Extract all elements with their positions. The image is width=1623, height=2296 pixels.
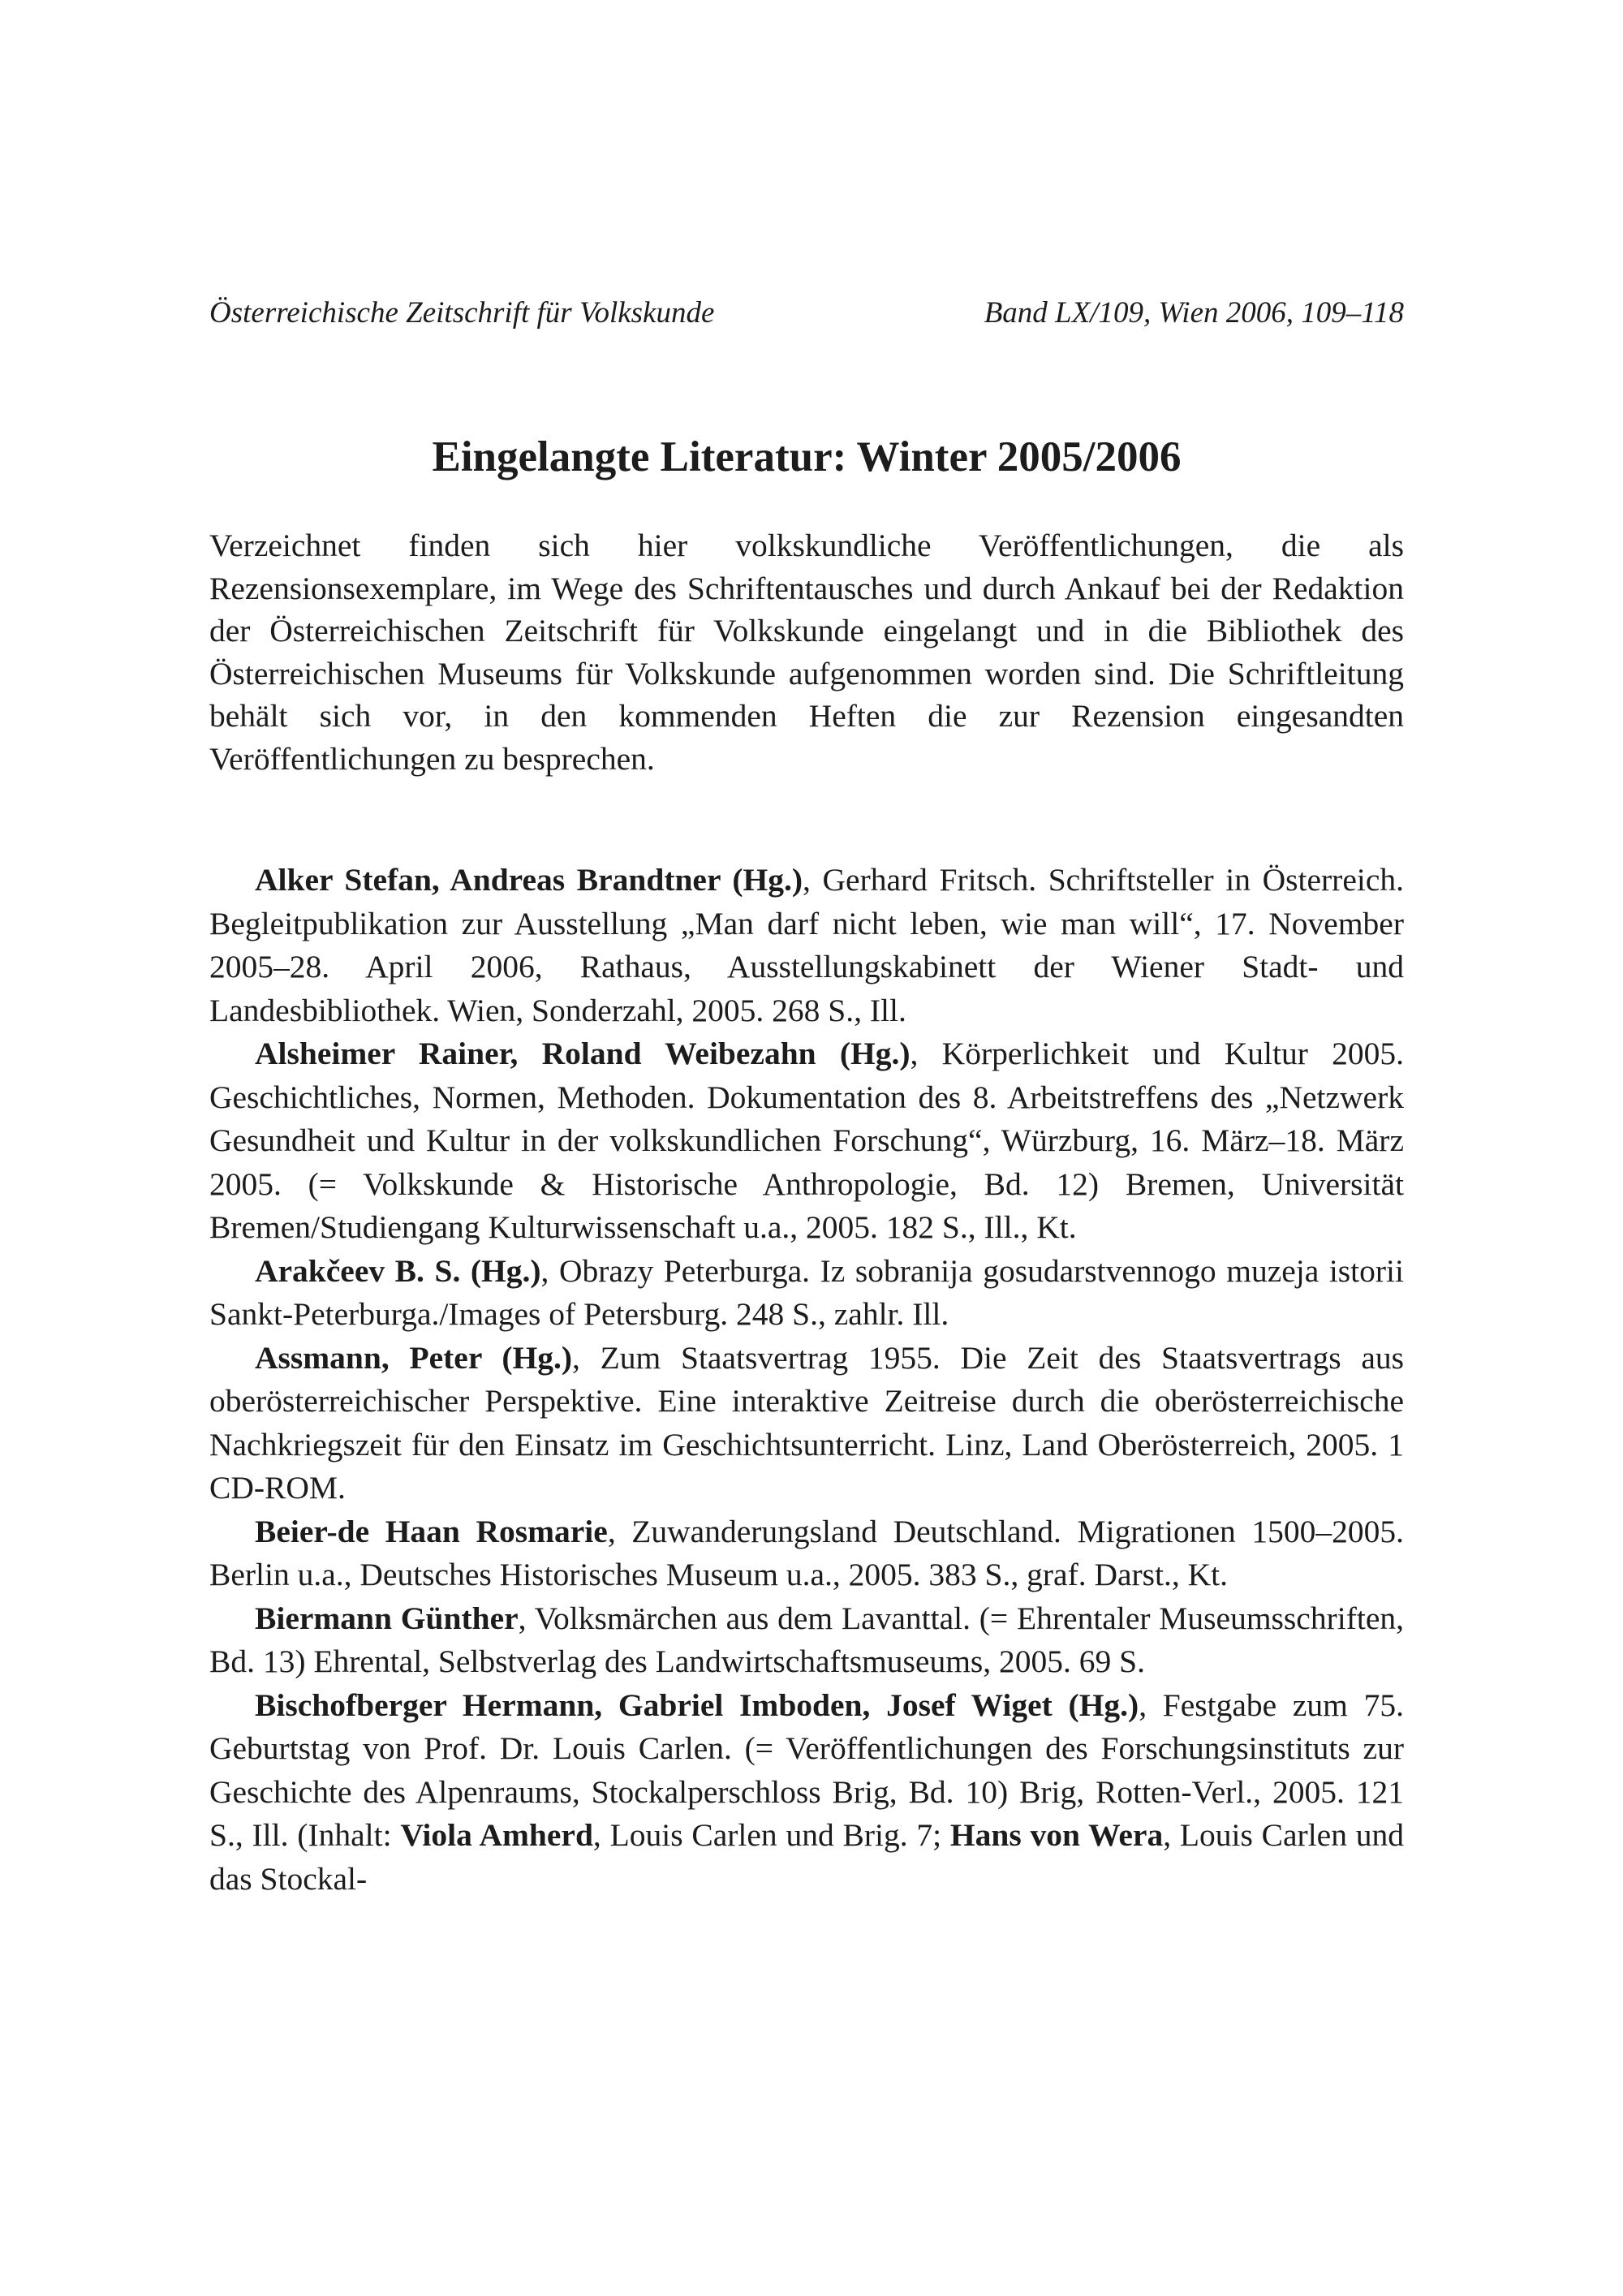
bibliography-entry (209, 1337, 1404, 1510)
volume-info: Band LX/109, Wien 2006, 109–118 (984, 296, 1404, 330)
bibliography-entry (209, 1684, 1404, 1902)
bibliography-list (209, 859, 1404, 1901)
entry-authors: Alker Stefan, Andreas Brandtner (Hg.) (255, 862, 803, 898)
entry-authors: Beier-de Haan Rosmarie (255, 1513, 608, 1549)
entry-text: , Zuwanderungsland Deutschland. Migrationen 1500–2005. Berlin u.a., Deutsches Historisches Museum u.a., 2005. 383 S., graf. Darst., Kt. (209, 1513, 1404, 1592)
bibliography-entry (209, 1597, 1404, 1684)
page-title: Eingelangte Literatur: Winter 2005/2006 (432, 433, 1182, 480)
entry-text: , Obrazy Peterburga. Iz sobranija gosudarstvennogo muzeja istorii Sankt-Peterburga./Images of Petersburg. 248 S., zahlr. Ill. (209, 1252, 1404, 1332)
entry-text: , Körperlichkeit und Kultur 2005. Geschichtliches, Normen, Methoden. Dokumentation des 8. Arbeitstreffens des „Netzwerk Gesundheit und Kultur in der volkskundlichen Forschung“, Würzburg, 16. März–18. März 2005. (= Volkskunde & Historische Anthropologie, Bd. 12) Bremen, Universität Bremen/Studiengang Kulturwissenschaft u.a., 2005. 182 S., Ill., Kt. (209, 1036, 1404, 1245)
entry-authors: Biermann Günther (255, 1600, 519, 1636)
running-head (209, 294, 1404, 333)
bibliography-entry (209, 1250, 1404, 1337)
bibliography-entry (209, 1510, 1404, 1597)
entry-text: , Zum Staatsvertrag 1955. Die Zeit des Staatsvertrags aus oberösterreichischer Perspektive. Eine interaktive Zeitreise durch die oberösterreichische Nachkriegszeit für den Einsatz im Geschichtsunterricht. Linz, Land Oberösterreich, 2005. 1 CD-ROM. (209, 1339, 1404, 1506)
journal-title: Österreichische Zeitschrift für Volkskunde (209, 296, 715, 330)
entry-authors: Assmann, Peter (Hg.) (255, 1339, 573, 1376)
entry-text: , Louis Carlen und das Stockal- (209, 1817, 1404, 1897)
entry-text: , Louis Carlen und Brig. 7; (592, 1817, 950, 1853)
entry-text: , Gerhard Fritsch. Schriftsteller in Österreich. Begleitpublikation zur Ausstellung „Man darf nicht leben, wie man will“, 17. November 2005–28. April 2006, Rathaus, Ausstellungskabinett der Wiener Stadt- und Landesbibliothek. Wien, Sonderzahl, 2005. 268 S., Ill. (209, 862, 1404, 1028)
entry-text: , Festgabe zum 75. Geburtstag von Prof. Dr. Louis Carlen. (= Veröffentlichungen des Forschungsinstituts zur Geschichte des Alpenraums, Stockalperschloss Brig, Bd. 10) Brig, Rotten-Verl., 2005. 121 S., Ill. (Inhalt: (209, 1686, 1404, 1853)
intro-paragraph: Verzeichnet finden sich hier volkskundliche Veröffentlichungen, die als Rezensionsexemplare, im Wege des Schriftentausches und durch Ankauf bei der Redaktion der Österreichischen Zeitschrift für Volkskunde eingelangt und in die Bibliothek des Österreichischen Museums für Volkskunde aufgenommen worden sind. Die Schriftleitung behält sich vor, in den kommenden Heften die zur Rezension eingesandten Veröffentlichungen zu besprechen. (209, 528, 1404, 777)
entry-authors: Alsheimer Rainer, Roland Weibezahn (Hg.) (255, 1036, 911, 1071)
entry-text: , Volksmärchen aus dem Lavanttal. (= Ehrentaler Museumsschriften, Bd. 13) Ehrental, Selbstverlag des Landwirtschaftsmuseums, 2005. 69 S. (209, 1600, 1404, 1679)
entry-contributor: Hans von Wera (949, 1817, 1164, 1853)
bibliography-entry (209, 1032, 1404, 1250)
entry-contributor: Viola Amherd (400, 1817, 593, 1853)
entry-authors: Bischofberger Hermann, Gabriel Imboden, Josef Wiget (Hg.) (255, 1686, 1139, 1723)
entry-authors: Arakčeev B. S. (Hg.) (255, 1252, 541, 1289)
bibliography-entry (209, 859, 1404, 1032)
